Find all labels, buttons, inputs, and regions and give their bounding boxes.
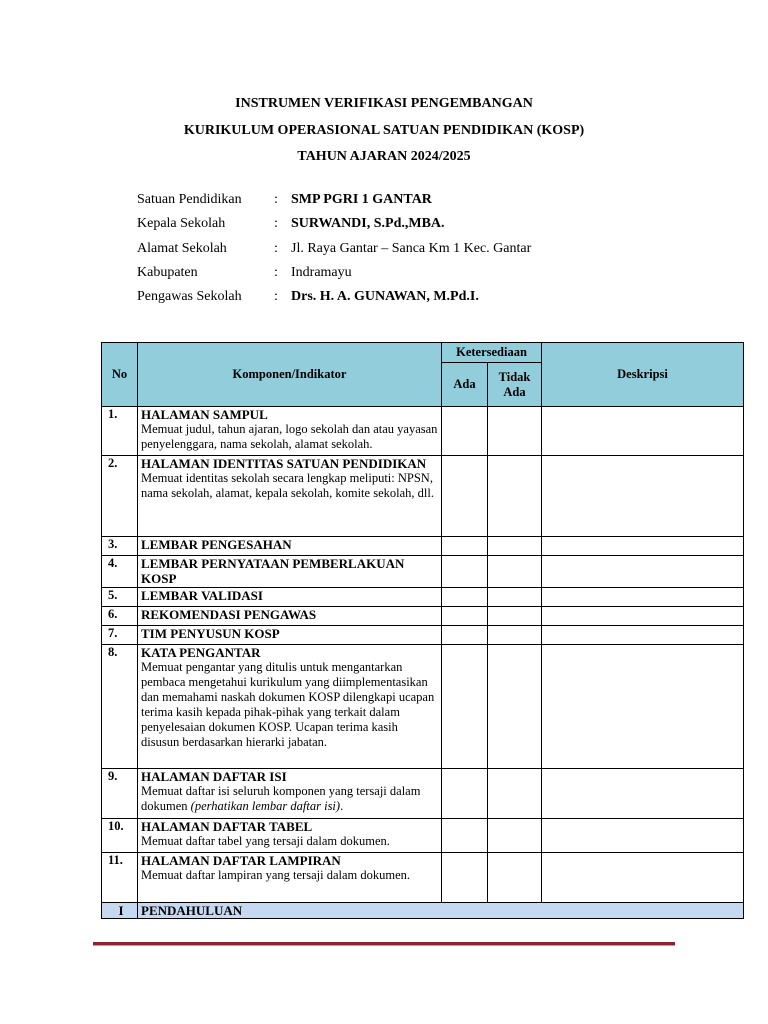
row-number: 8.: [102, 645, 138, 769]
cell-deskripsi[interactable]: [542, 537, 744, 556]
table-row: [102, 769, 744, 819]
row-number: 2.: [102, 456, 138, 537]
component-desc: Memuat judul, tahun ajaran, logo sekolah dan atau yayasan penyelenggara, nama sekolah, alamat sekolah.: [141, 422, 438, 451]
component-title: HALAMAN DAFTAR ISI: [141, 769, 287, 784]
cell-ada[interactable]: [442, 537, 488, 556]
desc-end: .: [340, 799, 344, 813]
info-value: Drs. H. A. GUNAWAN, M.Pd.I.: [291, 289, 479, 304]
info-label: Alamat Sekolah: [137, 241, 227, 256]
table-row: [102, 456, 744, 537]
component-title: HALAMAN DAFTAR TABEL: [141, 819, 313, 834]
component-desc: Memuat identitas sekolah secara lengkap meliputi: NPSN, nama sekolah, alamat, kepala sekolah, komite sekolah, dll.: [141, 471, 434, 500]
header-tidak-ada: Tidak Ada: [488, 363, 542, 407]
cell-ada[interactable]: [442, 626, 488, 645]
row-component: [138, 607, 442, 626]
cell-tidak-ada[interactable]: [488, 607, 542, 626]
cell-ada[interactable]: [442, 556, 488, 588]
info-value: SMP PGRI 1 GANTAR: [291, 192, 432, 207]
cell-deskripsi[interactable]: [542, 769, 744, 819]
doc-title-line1: INSTRUMEN VERIFIKASI PENGEMBANGAN: [235, 96, 533, 111]
table-row: [102, 556, 744, 588]
table-row: [102, 853, 744, 903]
cell-deskripsi[interactable]: [542, 645, 744, 769]
table-row: [102, 645, 744, 769]
component-title: HALAMAN DAFTAR LAMPIRAN: [141, 853, 341, 868]
component-title: LEMBAR PERNYATAAN PEMBERLAKUAN KOSP: [141, 556, 405, 586]
doc-title-line2: KURIKULUM OPERASIONAL SATUAN PENDIDIKAN (KOSP): [183, 123, 585, 138]
info-colon: :: [274, 265, 278, 280]
info-value: SURWANDI, S.Pd.,MBA.: [291, 216, 445, 231]
cell-tidak-ada[interactable]: [488, 769, 542, 819]
cell-tidak-ada[interactable]: [488, 626, 542, 645]
component-title: LEMBAR VALIDASI: [141, 588, 263, 603]
section-number: I: [102, 903, 138, 919]
cell-ada[interactable]: [442, 645, 488, 769]
row-component: [138, 537, 442, 556]
cell-tidak-ada[interactable]: [488, 588, 542, 607]
cell-deskripsi[interactable]: [542, 626, 744, 645]
table-row: [102, 819, 744, 853]
cell-deskripsi[interactable]: [542, 819, 744, 853]
cell-tidak-ada[interactable]: [488, 645, 542, 769]
table-row: [102, 626, 744, 645]
cell-tidak-ada[interactable]: [488, 407, 542, 456]
header-ketersediaan: Ketersediaan: [442, 343, 542, 363]
cell-ada[interactable]: [442, 407, 488, 456]
cell-ada[interactable]: [442, 769, 488, 819]
cell-deskripsi[interactable]: [542, 407, 744, 456]
info-colon: :: [274, 241, 278, 256]
cell-tidak-ada[interactable]: [488, 819, 542, 853]
component-desc: Memuat daftar tabel yang tersaji dalam dokumen.: [141, 834, 390, 848]
cell-tidak-ada[interactable]: [488, 537, 542, 556]
cell-deskripsi[interactable]: [542, 853, 744, 903]
info-label: Kabupaten: [137, 265, 198, 280]
component-desc: Memuat daftar lampiran yang tersaji dalam dokumen.: [141, 868, 411, 882]
row-component: [138, 626, 442, 645]
component-title: HALAMAN SAMPUL: [141, 407, 268, 422]
table-row: [102, 607, 744, 626]
section-row: [102, 903, 744, 919]
component-desc: Memuat pengantar yang ditulis untuk mengantarkan pembaca mengetahui kurikulum yang diimplementasikan dan memahami naskah dokumen KOSP dilengkapi ucapan terima kasih kepada pihak-pihak yang terkait dalam penyelesaian dokumen KOSP. Ucapan terima kasih disusun berdasarkan hierarki jabatan.: [141, 660, 435, 749]
row-number: 1.: [102, 407, 138, 456]
info-value: Jl. Raya Gantar – Sanca Km 1 Kec. Gantar: [291, 241, 532, 256]
component-title: TIM PENYUSUN KOSP: [141, 626, 280, 641]
row-component: [138, 556, 442, 588]
header-ada: Ada: [442, 363, 488, 407]
cell-deskripsi[interactable]: [542, 607, 744, 626]
component-desc: [141, 784, 438, 814]
cell-deskripsi[interactable]: [542, 556, 744, 588]
row-component: [138, 769, 442, 819]
row-component: [138, 407, 442, 456]
component-title: REKOMENDASI PENGAWAS: [141, 607, 317, 622]
component-title: LEMBAR PENGESAHAN: [141, 537, 292, 552]
cell-ada[interactable]: [442, 588, 488, 607]
header-komponen: Komponen/Indikator: [138, 343, 442, 407]
row-number: 3.: [102, 537, 138, 556]
component-title: KATA PENGANTAR: [141, 645, 261, 660]
row-number: 6.: [102, 607, 138, 626]
info-label: Kepala Sekolah: [137, 216, 226, 231]
cell-tidak-ada[interactable]: [488, 456, 542, 537]
info-label: Pengawas Sekolah: [137, 289, 242, 304]
row-number: 10.: [102, 819, 138, 853]
section-title: PENDAHULUAN: [138, 903, 744, 919]
component-title: HALAMAN IDENTITAS SATUAN PENDIDIKAN: [141, 456, 427, 471]
row-number: 4.: [102, 556, 138, 588]
row-number: 5.: [102, 588, 138, 607]
footer-divider: [93, 942, 675, 946]
cell-deskripsi[interactable]: [542, 456, 744, 537]
cell-ada[interactable]: [442, 853, 488, 903]
doc-title-line3: TAHUN AJARAN 2024/2025: [297, 149, 471, 164]
header-deskripsi: Deskripsi: [542, 343, 744, 407]
table-row: [102, 407, 744, 456]
table-row: [102, 588, 744, 607]
header-no: No: [102, 343, 138, 407]
desc-text: Memuat daftar isi seluruh komponen yang tersaji dalam dokumen: [141, 784, 421, 813]
row-component: [138, 853, 442, 903]
row-number: 9.: [102, 769, 138, 819]
cell-ada[interactable]: [442, 607, 488, 626]
cell-ada[interactable]: [442, 456, 488, 537]
row-number: 7.: [102, 626, 138, 645]
row-component: [138, 645, 442, 769]
table-row: [102, 537, 744, 556]
desc-italic: (perhatikan lembar daftar isi): [190, 799, 341, 813]
cell-ada[interactable]: [442, 819, 488, 853]
row-component: [138, 588, 442, 607]
verification-table: [101, 342, 744, 919]
info-colon: :: [274, 216, 278, 231]
info-value: Indramayu: [291, 265, 352, 280]
info-colon: :: [274, 192, 278, 207]
info-label: Satuan Pendidikan: [137, 192, 242, 207]
cell-tidak-ada[interactable]: [488, 853, 542, 903]
info-colon: :: [274, 289, 278, 304]
cell-tidak-ada[interactable]: [488, 556, 542, 588]
cell-deskripsi[interactable]: [542, 588, 744, 607]
row-number: 11.: [102, 853, 138, 903]
row-component: [138, 456, 442, 537]
row-component: [138, 819, 442, 853]
